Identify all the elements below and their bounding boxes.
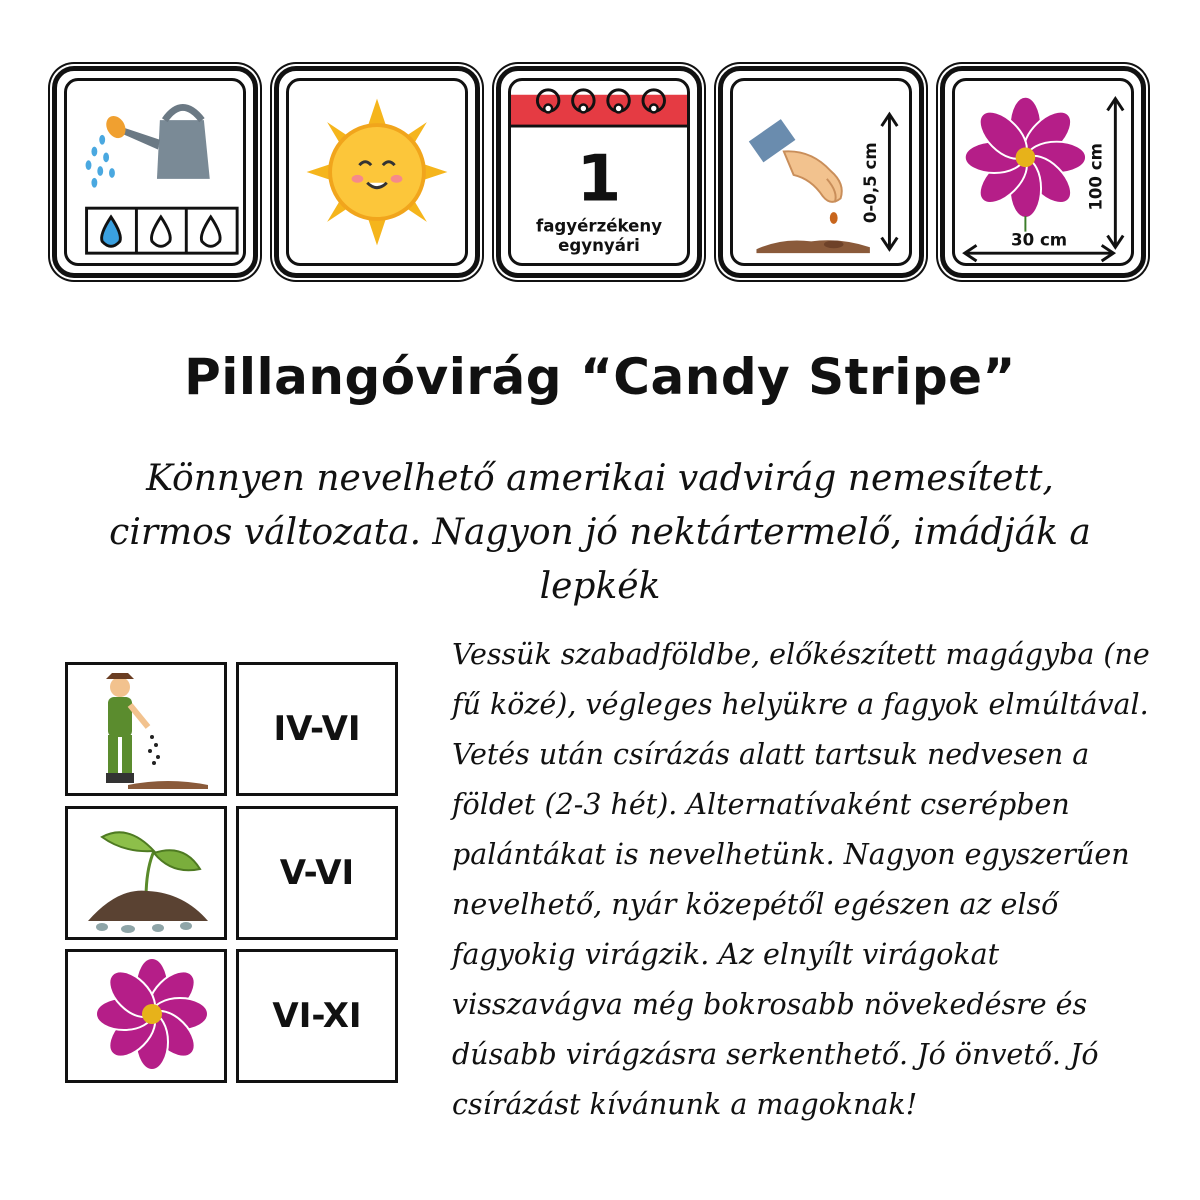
sowing-depth-tile (718, 66, 924, 278)
seedling-months-label: V-VI (279, 853, 355, 893)
watering-can-icon (67, 81, 243, 263)
svg-text:30 cm: 30 cm (1011, 230, 1068, 250)
sowing-months-label: IV-VI (273, 709, 361, 749)
sun-icon (289, 81, 465, 263)
calendar-tile (496, 66, 702, 278)
sowing-image (65, 662, 227, 796)
seedling-image (65, 806, 227, 940)
svg-text:100 cm: 100 cm (1086, 143, 1106, 211)
svg-text:fagyérzékeny: fagyérzékeny (535, 216, 663, 236)
product-title: Pillangóvirág “Candy Stripe” (184, 348, 1016, 406)
flowering-months (236, 949, 398, 1083)
seedling-months (236, 806, 398, 940)
flowering-months-label: VI-XI (272, 996, 362, 1036)
plant-size-icon (955, 81, 1131, 263)
plant-size-tile (940, 66, 1146, 278)
growing-instructions: Vessük szabadföldbe, előkészített magágyba (ne fű közé), végleges helyükre a fagyok elmúltával. Vetés után csírázás alatt tartsuk nedvesen a földet (2-3 hét). Alternatívaként cserépben palántákat is nevelhetünk. Nagyon egyszerűen nevelhető, nyár közepétől egészen az első fagyokig virágzik. Az elnyílt virágokat visszavágva még bokrosabb növekedésre és dúsabb virágzásra serkenthető. Jó önvető. Jó csírázást kívánunk a magoknak! (452, 638, 1150, 1121)
svg-text:egynyári: egynyári (558, 236, 640, 256)
flowering-image (65, 949, 227, 1083)
product-subtitle: Könnyen nevelhető amerikai vadvirág nemesített, cirmos változata. Nagyon jó nektártermelő, imádják a lepkék (109, 458, 1091, 607)
cosmos-flower-icon (68, 952, 224, 1080)
svg-text:0-0,5 cm: 0-0,5 cm (860, 142, 880, 224)
calendar-icon (511, 81, 687, 263)
seedling-icon (68, 809, 224, 937)
svg-text:1: 1 (576, 141, 622, 217)
sun-tile (274, 66, 480, 278)
gardener-sowing-icon (68, 665, 224, 793)
sowing-depth-icon (733, 81, 909, 263)
sowing-months (236, 662, 398, 796)
watering-tile (52, 66, 258, 278)
